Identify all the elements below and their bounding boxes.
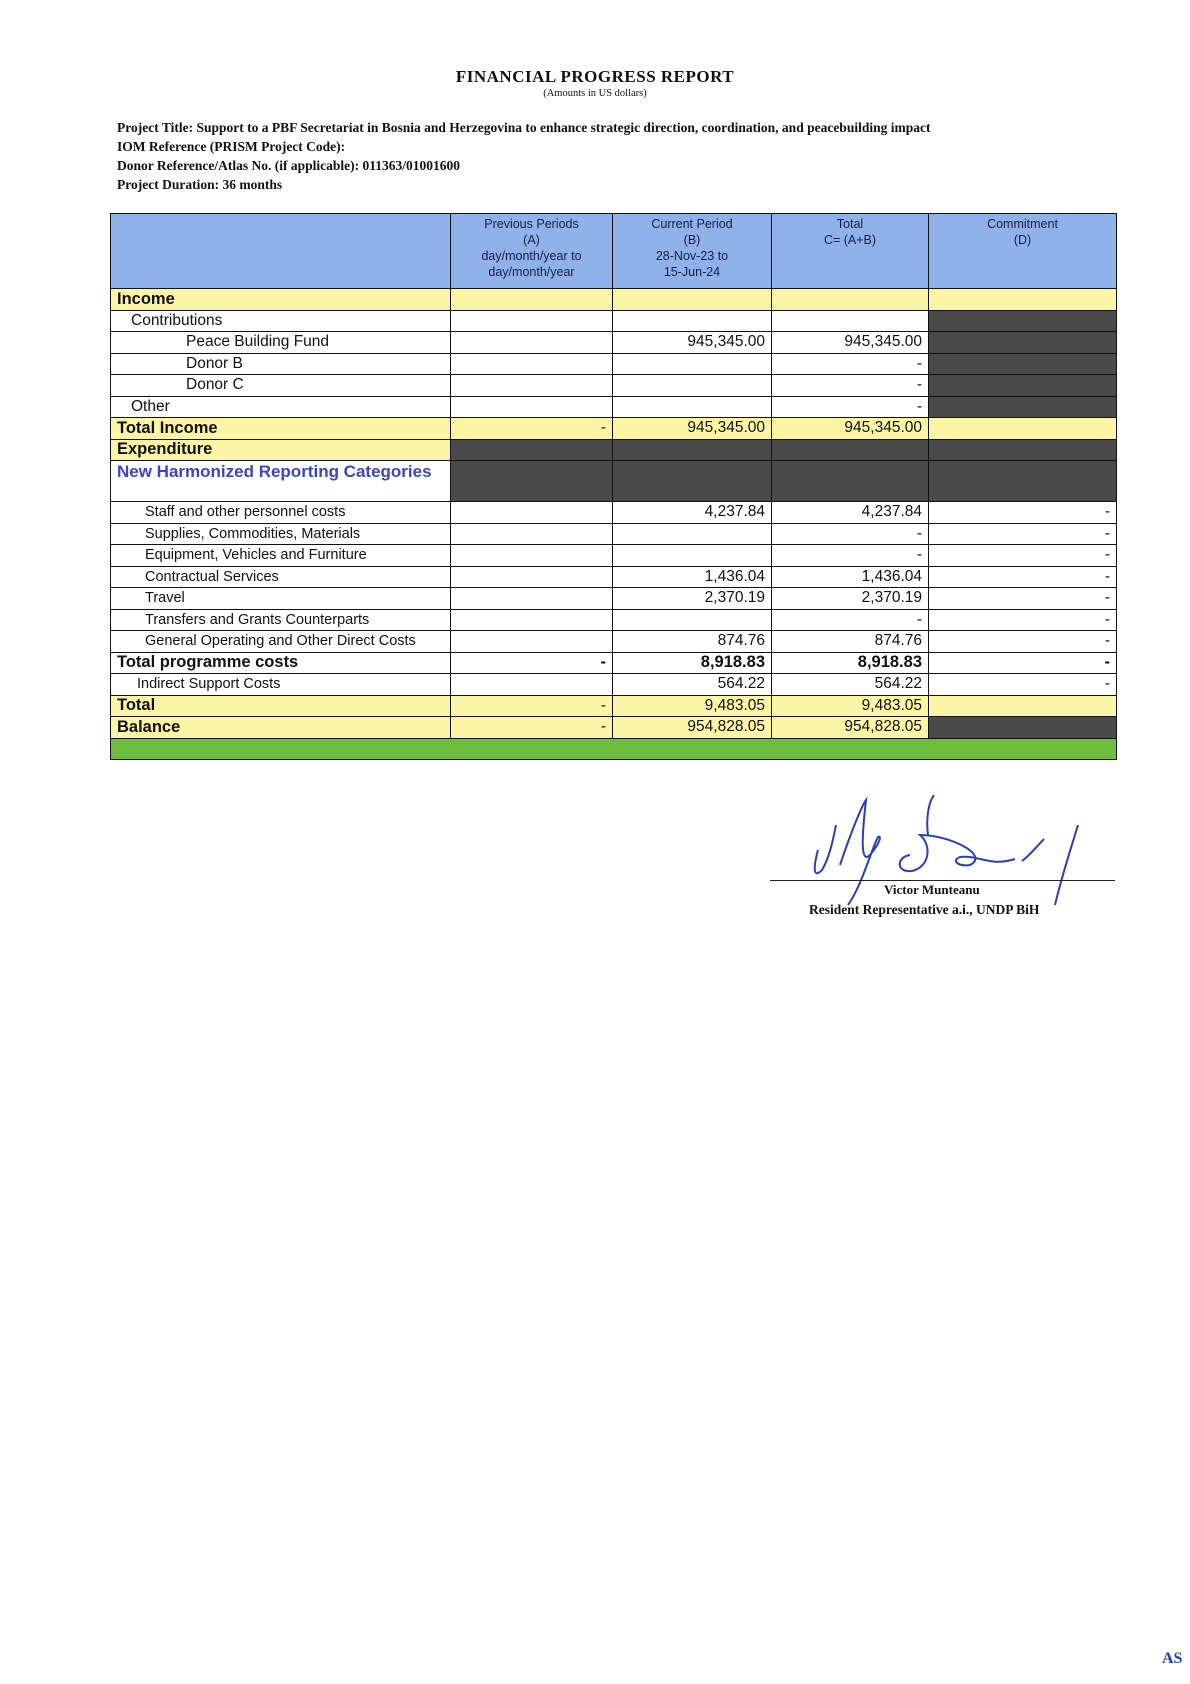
- exp-row-commit: -: [929, 545, 1117, 567]
- total-programme-prev: -: [451, 652, 613, 674]
- total-income-prev: -: [451, 418, 613, 440]
- cat-total: [772, 461, 929, 502]
- total-income-commit: [929, 418, 1117, 440]
- exp-row-commit: -: [929, 566, 1117, 588]
- report-title: FINANCIAL PROGRESS REPORT: [455, 67, 735, 86]
- donor-b-curr: [613, 353, 772, 375]
- table-row: [111, 631, 1117, 653]
- prev-line-4: day/month/year: [488, 265, 575, 279]
- income-total: [772, 289, 929, 311]
- contributions-row: [111, 310, 1117, 332]
- donor-b-commit: [929, 353, 1117, 375]
- report-subtitle: (Amounts in US dollars): [543, 88, 647, 99]
- project-duration: Project Duration: 36 months: [117, 177, 283, 192]
- commit-line-2: (D): [1013, 233, 1032, 247]
- exp-row-total: 4,237.84: [772, 502, 929, 524]
- signatory-role: Resident Representative a.i., UNDP BiH: [809, 902, 1040, 917]
- exp-row-prev: [451, 631, 613, 653]
- exp-row-prev: [451, 545, 613, 567]
- total-programme-commit: -: [929, 652, 1117, 674]
- exp-row-prev: [451, 523, 613, 545]
- balance-row: [111, 717, 1117, 739]
- exp-row-current: 4,237.84: [613, 502, 772, 524]
- header-blank: [111, 214, 451, 289]
- balance-label: Balance: [111, 717, 451, 739]
- exp-row-prev: [451, 588, 613, 610]
- table-row: [111, 566, 1117, 588]
- exp-row-commit: -: [929, 523, 1117, 545]
- curr-line-3: 28-Nov-23 to: [655, 249, 729, 263]
- exp-row-current: [613, 523, 772, 545]
- pbf-label: Peace Building Fund: [111, 332, 451, 354]
- income-row: [111, 289, 1117, 311]
- table-row: [111, 588, 1117, 610]
- total-commit: [929, 695, 1117, 717]
- exp-row-current: [613, 609, 772, 631]
- exp-curr: [613, 439, 772, 461]
- cat-commit: [929, 461, 1117, 502]
- pbf-total: 945,345.00: [772, 332, 929, 354]
- exp-row-label: Equipment, Vehicles and Furniture: [111, 545, 451, 567]
- exp-row-commit: -: [929, 631, 1117, 653]
- prev-line-2: (A): [523, 233, 540, 247]
- exp-row-total: 874.76: [772, 631, 929, 653]
- donor-b-prev: [451, 353, 613, 375]
- indirect-current: 564.22: [613, 674, 772, 696]
- categories-row: [111, 461, 1117, 502]
- total-programme-total: 8,918.83: [772, 652, 929, 674]
- total-line-1: Total: [836, 217, 864, 231]
- signatory-name: Victor Munteanu: [884, 882, 980, 897]
- exp-row-label: Staff and other personnel costs: [111, 502, 451, 524]
- balance-current: 954,828.05: [613, 717, 772, 739]
- total-income-row: [111, 418, 1117, 440]
- income-prev: [451, 289, 613, 311]
- table-row: [111, 502, 1117, 524]
- exp-row-label: Contractual Services: [111, 566, 451, 588]
- exp-row-total: -: [772, 609, 929, 631]
- total-programme-current: 8,918.83: [613, 652, 772, 674]
- exp-row-label: Travel: [111, 588, 451, 610]
- exp-row-total: 2,370.19: [772, 588, 929, 610]
- income-label: Income: [111, 289, 451, 311]
- footer-green-band: [111, 738, 1117, 760]
- total-programme-label: Total programme costs: [111, 652, 451, 674]
- prev-line-1: Previous Periods: [484, 217, 579, 231]
- signature-line: [770, 880, 1115, 881]
- income-commit: [929, 289, 1117, 311]
- total-row: [111, 695, 1117, 717]
- total-income-label: Total Income: [111, 418, 451, 440]
- table-row: [111, 609, 1117, 631]
- exp-row-total: 1,436.04: [772, 566, 929, 588]
- other-total: -: [772, 396, 929, 418]
- total-income-total: 945,345.00: [772, 418, 929, 440]
- pbf-commit: [929, 332, 1117, 354]
- expenditure-label: Expenditure: [111, 439, 451, 461]
- categories-label: New Harmonized Reporting Categories: [111, 461, 451, 502]
- header-commitment: [929, 214, 1117, 289]
- exp-row-current: [613, 545, 772, 567]
- other-row: [111, 396, 1117, 418]
- donor-b-label: Donor B: [111, 353, 451, 375]
- exp-row-commit: -: [929, 502, 1117, 524]
- exp-row-prev: [451, 502, 613, 524]
- exp-row-current: 2,370.19: [613, 588, 772, 610]
- exp-row-commit: -: [929, 609, 1117, 631]
- donor-c-curr: [613, 375, 772, 397]
- indirect-label: Indirect Support Costs: [111, 674, 451, 696]
- page-initials: AS: [1162, 1650, 1183, 1667]
- indirect-total: 564.22: [772, 674, 929, 696]
- donor-c-commit: [929, 375, 1117, 397]
- exp-row-total: -: [772, 545, 929, 567]
- donor-b-row: [111, 353, 1117, 375]
- exp-prev: [451, 439, 613, 461]
- exp-row-prev: [451, 566, 613, 588]
- other-prev: [451, 396, 613, 418]
- exp-row-prev: [451, 609, 613, 631]
- donor-c-row: [111, 375, 1117, 397]
- exp-row-current: 1,436.04: [613, 566, 772, 588]
- iom-reference: IOM Reference (PRISM Project Code):: [117, 139, 346, 154]
- total-current: 9,483.05: [613, 695, 772, 717]
- other-label: Other: [111, 396, 451, 418]
- total-total: 9,483.05: [772, 695, 929, 717]
- indirect-row: [111, 674, 1117, 696]
- donor-b-total: -: [772, 353, 929, 375]
- project-title: Project Title: Support to a PBF Secretariat in Bosnia and Herzegovina to enhance strategic direction, coordination, and peacebuilding impact: [117, 120, 931, 135]
- contrib-prev: [451, 310, 613, 332]
- donor-c-prev: [451, 375, 613, 397]
- header-previous-periods: [451, 214, 613, 289]
- total-line-2: C= (A+B): [823, 233, 877, 247]
- curr-line-4: 15-Jun-24: [663, 265, 721, 279]
- commit-line-1: Commitment: [987, 217, 1058, 231]
- contrib-total: [772, 310, 929, 332]
- exp-row-label: Supplies, Commodities, Materials: [111, 523, 451, 545]
- prev-line-3: day/month/year to: [481, 249, 582, 263]
- balance-total: 954,828.05: [772, 717, 929, 739]
- indirect-commit: -: [929, 674, 1117, 696]
- table-row: [111, 545, 1117, 567]
- exp-row-label: Transfers and Grants Counterparts: [111, 609, 451, 631]
- exp-row-total: -: [772, 523, 929, 545]
- expenditure-row: [111, 439, 1117, 461]
- other-curr: [613, 396, 772, 418]
- balance-prev: -: [451, 717, 613, 739]
- exp-row-label: General Operating and Other Direct Costs: [111, 631, 451, 653]
- contrib-curr: [613, 310, 772, 332]
- exp-row-commit: -: [929, 588, 1117, 610]
- financial-table: [110, 213, 1117, 760]
- cat-curr: [613, 461, 772, 502]
- total-prev: -: [451, 695, 613, 717]
- exp-row-current: 874.76: [613, 631, 772, 653]
- curr-line-2: (B): [683, 233, 701, 247]
- pbf-current: 945,345.00: [613, 332, 772, 354]
- table-header-row: [111, 214, 1117, 289]
- header-total: [772, 214, 929, 289]
- total-income-current: 945,345.00: [613, 418, 772, 440]
- donor-c-label: Donor C: [111, 375, 451, 397]
- curr-line-1: Current Period: [651, 217, 733, 231]
- total-programme-row: [111, 652, 1117, 674]
- contrib-commit: [929, 310, 1117, 332]
- header-current-period: [613, 214, 772, 289]
- total-label: Total: [111, 695, 451, 717]
- pbf-prev: [451, 332, 613, 354]
- exp-total: [772, 439, 929, 461]
- cat-prev: [451, 461, 613, 502]
- donor-c-total: -: [772, 375, 929, 397]
- indirect-prev: [451, 674, 613, 696]
- donor-reference: Donor Reference/Atlas No. (if applicable): 011363/01001600: [117, 158, 460, 173]
- pbf-row: [111, 332, 1117, 354]
- exp-commit: [929, 439, 1117, 461]
- income-curr: [613, 289, 772, 311]
- footer-green-row: [111, 738, 1117, 760]
- table-row: [111, 523, 1117, 545]
- contributions-label: Contributions: [111, 310, 451, 332]
- other-commit: [929, 396, 1117, 418]
- balance-commit: [929, 717, 1117, 739]
